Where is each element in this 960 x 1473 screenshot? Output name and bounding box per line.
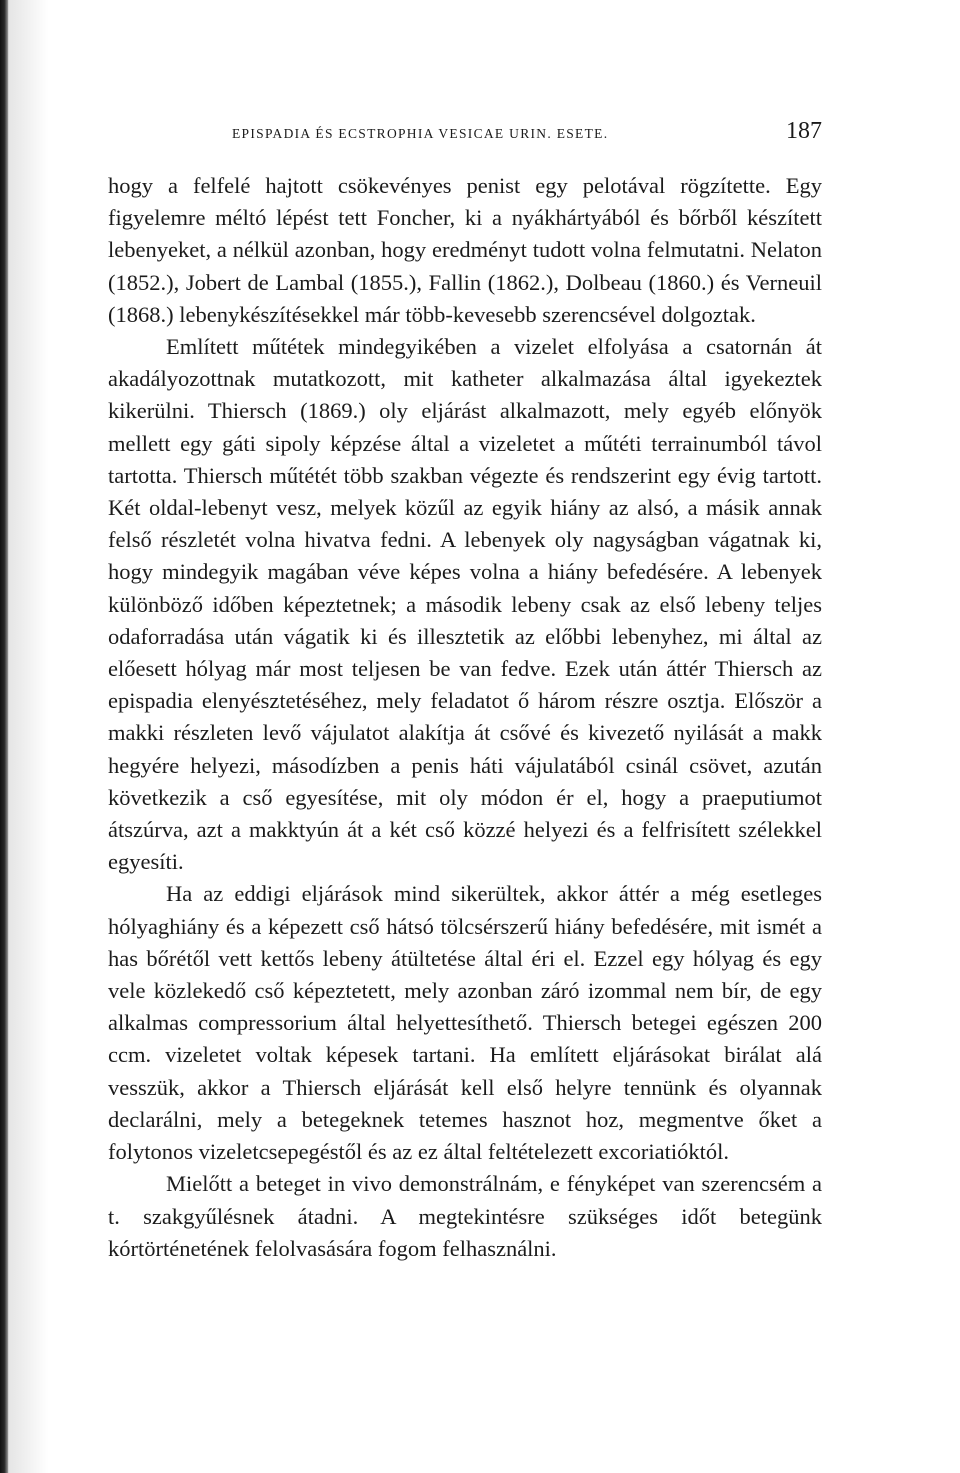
paragraph: Ha az eddigi eljárások mind sikerültek, akkor áttér a még esetleges hólyaghiány és a képezett cső hátsó tölcsérszerű hiány befedésére, mit ismét a has bőrétől vett kettős lebeny átültetése által éri el. Ezzel egy hólyag és egy vele közlekedő cső képeztetett, mely azonban záró izommal nem bír, de egy alkalmas compressorium által helyettesíthető. Thiersch betegei egészen 200 ccm. vizeletet voltak képesek tartani. Ha említett eljárásokat birálat alá vesszük, akkor a Thiersch eljárását kell első helyre tennünk és olyannak declarálni, mely a betegeknek tetemes hasznot hoz, megmentve őket a folytonos vizeletcsepegéstől és az ez által feltételezett excoriatióktól. bbox=[108, 881, 822, 1165]
binding-shadow bbox=[9, 0, 49, 1473]
body-text bbox=[108, 170, 822, 1265]
binding-edge bbox=[0, 0, 9, 1473]
paragraph: Említett műtétek mindegyikében a vizelet elfolyása a csatornán át akadályozottnak mutatkozott, mit katheter alkalmazása által igyekeztek kikerülni. Thiersch (1869.) oly eljárást alkalmazott, mely egyéb előnyök mellett egy gáti sipoly képzése által a vizeletet a műtéti terrainumból távol tartotta. Thiersch műtétét több szakban végezte és rendszerint egy évig tartott. Két oldal-lebenyt vesz, melyek közűl az egyik hiány az alsó, a másik annak felső részletét volna hivatva fedni. A lebenyek oly nagyságban vágatnak ki, hogy mindegyik magában véve képes volna a hiány befedésére. A lebenyek különböző időben képeztetnek; a második lebeny csak az első lebeny teljes odaforradása után vágatik ki és illesztetik az előbbi lebenyhez, mi által az előesett hólyag már most teljesen be van fedve. Ezek után áttér Thiersch az epispadia elenyésztetéséhez, mely feladatot ő három részre osztja. Először a makki részleten levő vájulatot alakítja át csővé és kivezető nyilását a makk hegyére helyezi, másodízben a penis háti vájulatából csinál csövet, azután következik a cső egyesítése, mit oly módon ér el, hogy a praeputiumot átszúrva, azt a makktyún át a két cső közzé helyezi és a felfrisített szélekkel egyesíti. bbox=[108, 334, 822, 875]
paragraph: hogy a felfelé hajtott csökevényes penist egy pelotával rögzítette. Egy figyelemre méltó lépést tett Foncher, ki a nyákhártyából és bőrből készített lebenyeket, a nélkül azonban, hogy eredményt tudott volna felmutatni. Nelaton (1852.), Jobert de Lambal (1855.), Fallin (1862.), Dolbeau (1860.) és Verneuil (1868.) lebenykészítésekkel már több-kevesebb szerencsével dolgoztak. bbox=[108, 173, 822, 327]
paragraph: Mielőtt a beteget in vivo demonstrálnám, e fényképet van szerencsém a t. szakgyűlésnek átadni. A megtekintésre szükséges időt betegünk kórtörténetének felolvasására fogom felhasználni. bbox=[108, 1171, 822, 1261]
running-title: EPISPADIA ÉS ECSTROPHIA VESICAE URIN. ESETE. bbox=[232, 126, 609, 141]
page-number: 187 bbox=[786, 118, 822, 144]
page-header bbox=[232, 118, 822, 148]
